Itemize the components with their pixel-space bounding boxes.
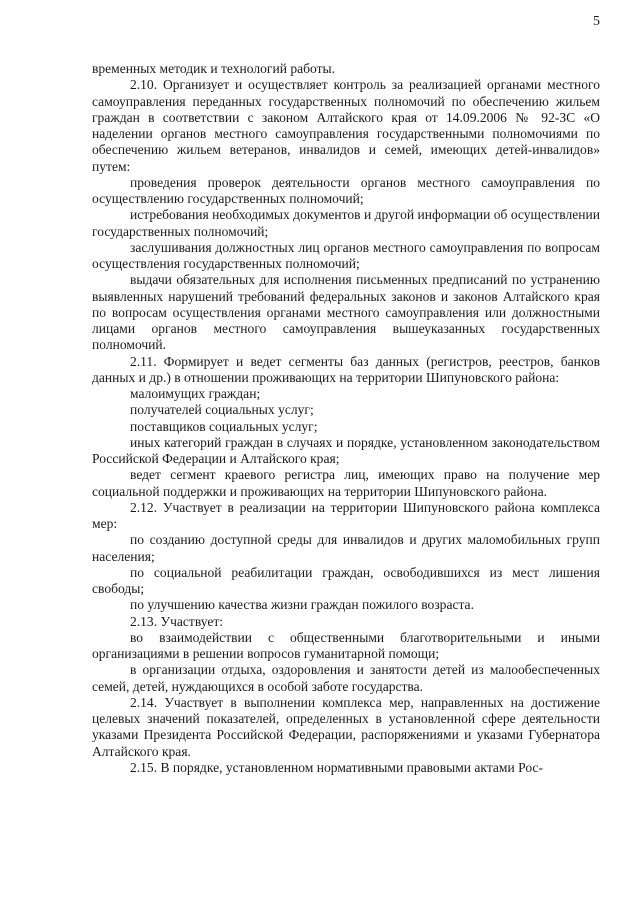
paragraph-2-10-item-4: выдачи обязательных для исполнения письменных предписаний по устранению выявленных нарушений требований федеральных законов и законов Алтайского края по вопросам осуществления органами местного самоуправления или должностными лицами органов местного самоуправления вышеуказанных государственных полномочий. — [92, 272, 600, 353]
paragraph-2-11-item-1: малоимущих граждан; — [130, 386, 261, 401]
paragraph-2-13: 2.13. Участвует: — [130, 613, 224, 629]
paragraph-2-11-item-4: иных категорий граждан в случаях и порядке, установленном законодательством Российской Федерации и Алтайского края; — [92, 434, 600, 466]
paragraph-2-13-item-1: во взаимодействии с общественными благотворительными и иными организациями в решении вопросов гуманитарной помощи; — [92, 629, 600, 661]
page-number: 5 — [593, 14, 600, 29]
paragraph-continuation: временных методик и технологий работы. — [92, 61, 336, 76]
paragraph-2-12-item-2: по социальной реабилитации граждан, освободившихся из мест лишения свободы; — [92, 564, 600, 596]
paragraph-2-14: 2.14. Участвует в выполнении комплекса мер, направленных на достижение целевых значений показателей, определенных в установленной сфере деятельности указами Президента Российской Федерации, распоряжениями и указами Губернатора Алтайского края. — [92, 694, 600, 759]
document-body — [92, 61, 600, 776]
paragraph-2-10-item-3: заслушивания должностных лиц органов местного самоуправления по вопросам осуществления государственных полномочий; — [92, 239, 600, 271]
paragraph-2-11: 2.11. Формирует и ведет сегменты баз данных (регистров, реестров, банков данных и др.) в отношении проживающих на территории Шипуновского района: — [92, 353, 600, 385]
paragraph-2-10-item-2: истребования необходимых документов и другой информации об осуществлении государственных полномочий; — [92, 207, 600, 239]
paragraph-2-10: 2.10. Организует и осуществляет контроль за реализацией органами местного самоуправления переданных государственных полномочий по обеспечению жильем граждан в соответствии с законом Алтайского края от 14.09.2006 № 92-ЗС «О наделении органов местного самоуправления государственными полномочиями по обеспечению жильем ветеранов, инвалидов и семей, имеющих детей-инвалидов» путем: — [92, 77, 600, 174]
paragraph-2-12-item-3: по улучшению качества жизни граждан пожилого возраста. — [130, 597, 474, 613]
paragraph-2-11-item-5: ведет сегмент краевого регистра лиц, имеющих право на получение мер социальной поддержки и проживающих на территории Шипуновского района. — [92, 467, 600, 499]
paragraph-2-12-item-1: по созданию доступной среды для инвалидов и других маломобильных групп населения; — [92, 532, 600, 564]
paragraph-2-11-item-3: поставщиков социальных услуг; — [130, 418, 318, 434]
paragraph-2-13-item-2: в организации отдыха, оздоровления и занятости детей из малообеспеченных семей, детей, нуждающихся в особой заботе государства. — [92, 662, 600, 694]
paragraph-2-12: 2.12. Участвует в реализации на территории Шипуновского района комплекса мер: — [92, 499, 600, 531]
paragraph-2-15: 2.15. В порядке, установленном нормативными правовыми актами Рос- — [130, 759, 543, 775]
paragraph-2-10-item-1: проведения проверок деятельности органов местного самоуправления по осуществлению государственных полномочий; — [92, 174, 600, 206]
paragraph-2-11-item-2: получателей социальных услуг; — [130, 402, 314, 418]
